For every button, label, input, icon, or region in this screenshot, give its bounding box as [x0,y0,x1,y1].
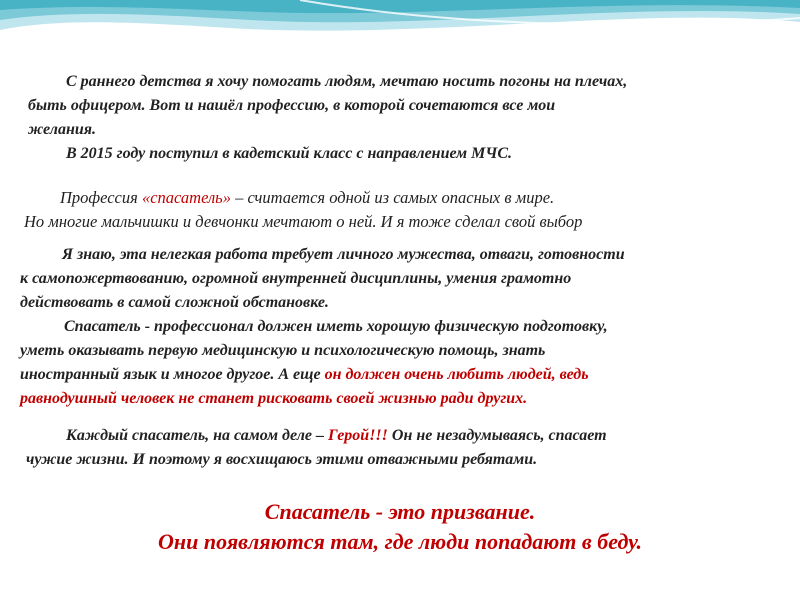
paragraph-profession-rescuer [24,186,784,234]
text-line: к самопожертвованию, огромной внутренней дисциплины, умения грамотно [20,270,572,287]
decorative-wave-header [0,0,800,60]
text-line: действовать в самой сложной обстановке. [20,294,329,311]
text-line: чужие жизни. И поэтому я восхищаюсь этими отважными ребятами. [26,451,538,468]
paragraph-requirements [20,243,790,411]
highlight-indifferent: равнодушный человек не станет рисковать своей жизнью ради других. [20,390,528,407]
text-line: В 2015 году поступил в кадетский класс с направлением МЧС. [66,145,512,162]
text-line: С раннего детства я хочу помогать людям, мечтаю носить погоны на плечах, [66,73,628,90]
text-line: Но многие мальчишки и девчонки мечтают о ней. И я тоже сделал свой выбор [24,212,583,231]
conclusion-line-2: Они появляются там, где люди попадают в беду. [158,529,642,554]
text-line: иностранный язык и многое другое. А еще [20,366,325,383]
conclusion-heading [0,497,800,557]
highlight-love-people: он должен очень любить людей, ведь [324,366,589,383]
text-line: Он не незадумываясь, спасает [387,427,607,444]
conclusion-line-1: Спасатель - это призвание. [264,499,536,524]
highlight-hero: Герой!!! [328,427,388,444]
highlight-rescuer: «спасатель» [141,188,231,207]
text-line: Я знаю, эта нелегкая работа требует личного мужества, отваги, готовности [62,246,625,263]
text-line: Профессия [60,188,142,207]
paragraph-childhood-dream [28,70,788,166]
text-line: уметь оказывать первую медицинскую и психологическую помощь, знать [20,342,546,359]
paragraph-hero [26,424,786,472]
text-line: Спасатель - профессионал должен иметь хорошую физическую подготовку, [64,318,608,335]
text-line: – считается одной из самых опасных в мире. [230,188,555,207]
text-line: желания. [28,121,96,138]
text-line: Каждый спасатель, на самом деле – [66,427,329,444]
text-line: быть офицером. Вот и нашёл профессию, в которой сочетаются все мои [28,97,556,114]
